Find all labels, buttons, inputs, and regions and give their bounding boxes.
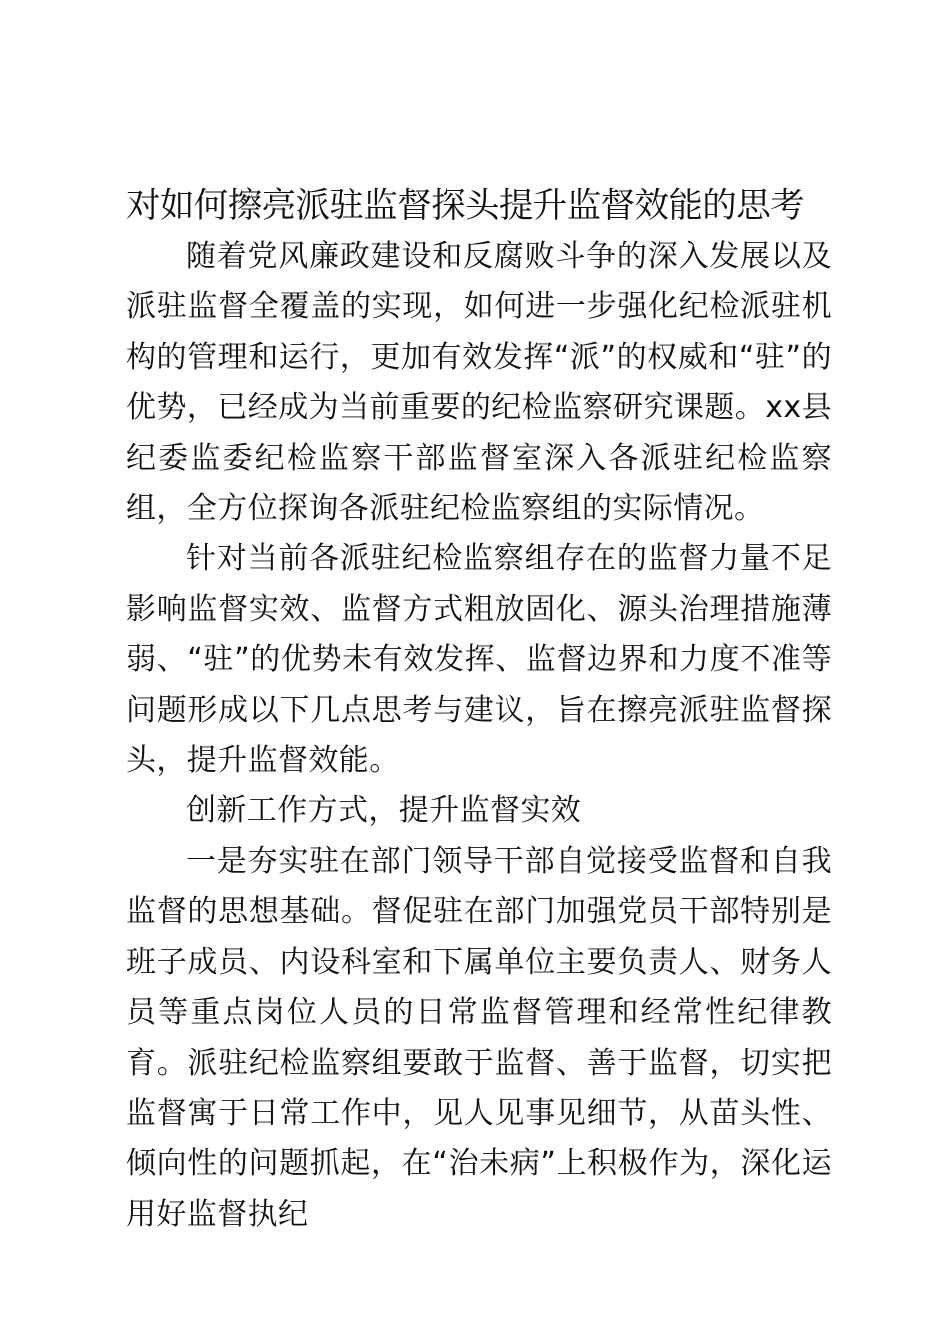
document-body: [126, 232, 832, 1240]
point-one-paragraph: 一是夯实驻在部门领导干部自觉接受监督和自我监督的思想基础。督促驻在部门加强党员干部特别是班子成员、内设科室和下属单位主要负责人、财务人员等重点岗位人员的日常监督管理和经常性纪律教育。派驻纪检监察组要敢于监督、善于监督，切实把监督寓于日常工作中，见人见事见细节，从苗头性、倾向性的问题抓起，在“治未病”上积极作为，深化运用好监督执纪: [126, 843, 832, 1232]
intro-paragraph: 随着党风廉政建设和反腐败斗争的深入发展以及派驻监督全覆盖的实现，如何进一步强化纪检派驻机构的管理和运行，更加有效发挥“派”的权威和“驻”的优势，已经成为当前重要的纪检监察研究课题。xx县纪委监委纪检监察干部监督室深入各派驻纪检监察组，全方位探询各派驻纪检监察组的实际情况。: [126, 239, 832, 527]
document-title: 对如何擦亮派驻监督探头提升监督效能的思考: [126, 186, 804, 226]
problems-paragraph: 针对当前各派驻纪检监察组存在的监督力量不足影响监督实效、监督方式粗放固化、源头治理措施薄弱、“驻”的优势未有效发挥、监督边界和力度不准等问题形成以下几点思考与建议，旨在擦亮派驻监督探头，提升监督效能。: [126, 541, 832, 779]
section-heading: 创新工作方式，提升监督实效: [186, 793, 582, 829]
